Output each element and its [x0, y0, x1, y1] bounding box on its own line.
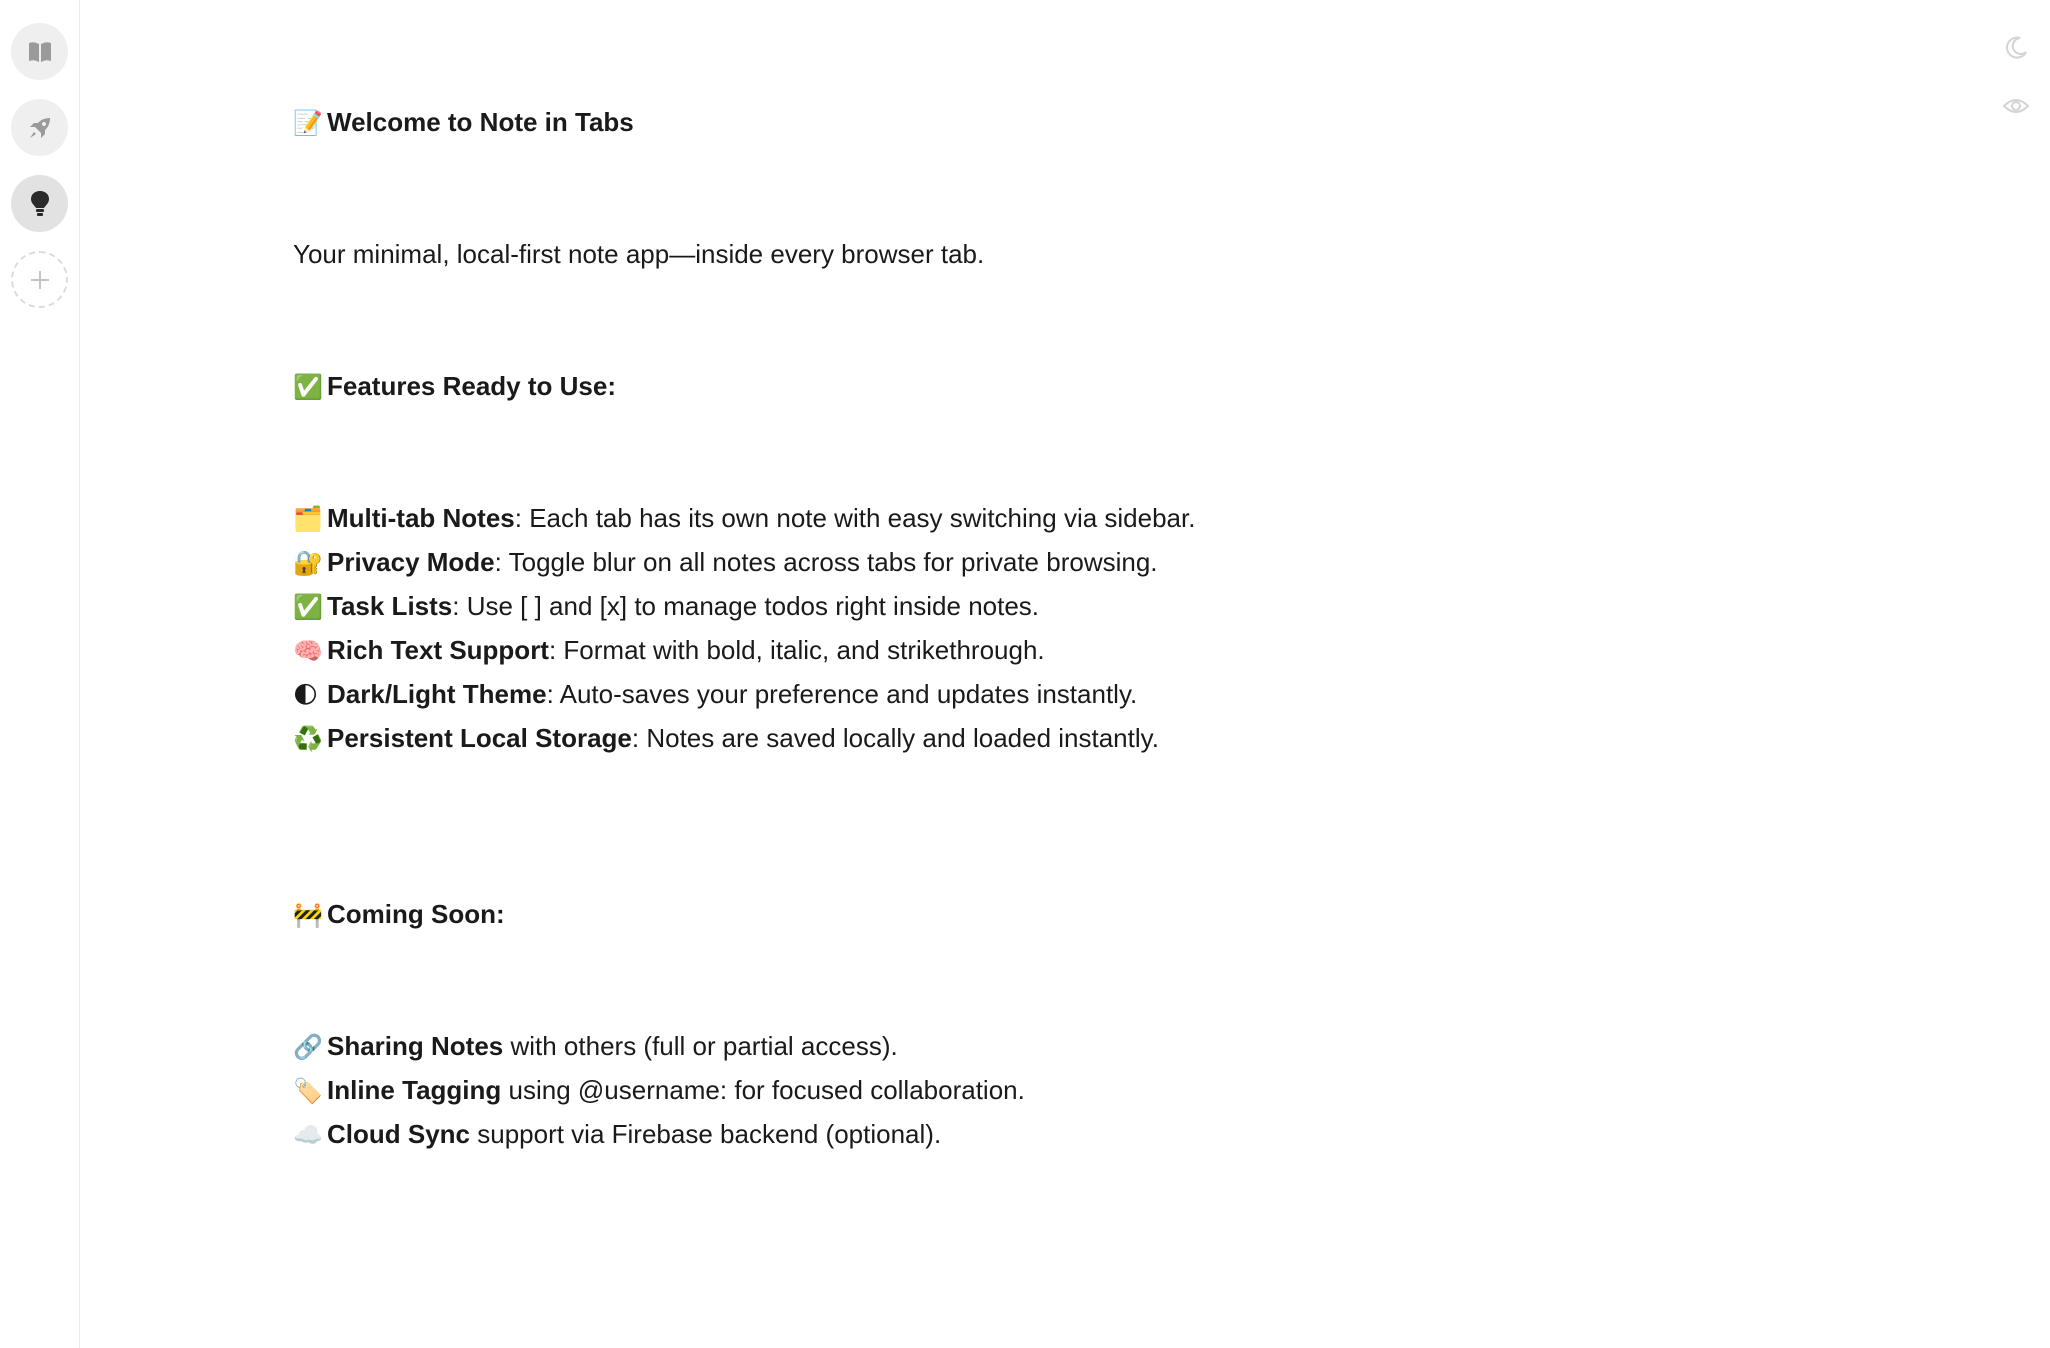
coming-soon-heading: 🚧 Coming Soon:: [293, 892, 1893, 936]
cloud-icon: ☁️: [293, 1121, 323, 1149]
theme-toggle-button[interactable]: [1998, 32, 2034, 68]
list-item: ☁️ Cloud Sync support via Firebase backend (optional).: [293, 1112, 1893, 1156]
card-index-icon: 🗂️: [293, 505, 323, 533]
list-item: ♻️ Persistent Local Storage: Notes are saved locally and loaded instantly.: [293, 716, 1893, 760]
link-icon: 🔗: [293, 1033, 323, 1061]
privacy-toggle-button[interactable]: [1998, 90, 2034, 126]
list-item: 🔗 Sharing Notes with others (full or partial access).: [293, 1024, 1893, 1068]
list-item: 🌓 Dark/Light Theme: Auto-saves your preference and updates instantly.: [293, 672, 1893, 716]
lightbulb-icon: [28, 189, 52, 219]
lock-icon: 🔐: [293, 549, 323, 577]
check-icon: ✅: [293, 593, 323, 621]
brain-icon: 🧠: [293, 637, 323, 665]
tab-lightbulb[interactable]: [11, 175, 68, 232]
construction-icon: 🚧: [293, 901, 323, 929]
list-item: 🗂️ Multi-tab Notes: Each tab has its own note with easy switching via sidebar.: [293, 496, 1893, 540]
note-title: 📝 Welcome to Note in Tabs: [293, 100, 1893, 144]
tab-sidebar: [0, 0, 80, 1348]
check-icon: ✅: [293, 373, 323, 401]
recycle-icon: ♻️: [293, 725, 323, 753]
moon-icon: [2003, 35, 2029, 66]
tab-book[interactable]: [11, 23, 68, 80]
list-item: 🧠 Rich Text Support: Format with bold, italic, and strikethrough.: [293, 628, 1893, 672]
memo-icon: 📝: [293, 109, 323, 137]
tag-icon: 🏷️: [293, 1077, 323, 1105]
features-heading: ✅ Features Ready to Use:: [293, 364, 1893, 408]
note-editor[interactable]: [293, 100, 1893, 1156]
tab-rocket[interactable]: [11, 99, 68, 156]
rocket-icon: [26, 114, 54, 142]
book-icon: [27, 40, 53, 64]
half-moon-icon: 🌓: [293, 681, 319, 709]
note-tagline: Your minimal, local-first note app—inside every browser tab.: [293, 239, 985, 269]
plus-icon: [28, 268, 52, 292]
list-item: 🔐 Privacy Mode: Toggle blur on all notes across tabs for private browsing.: [293, 540, 1893, 584]
eye-icon: [2002, 96, 2030, 121]
list-item: ✅ Task Lists: Use [ ] and [x] to manage todos right inside notes.: [293, 584, 1893, 628]
add-tab-button[interactable]: [11, 251, 68, 308]
list-item: 🏷️ Inline Tagging using @username: for focused collaboration.: [293, 1068, 1893, 1112]
